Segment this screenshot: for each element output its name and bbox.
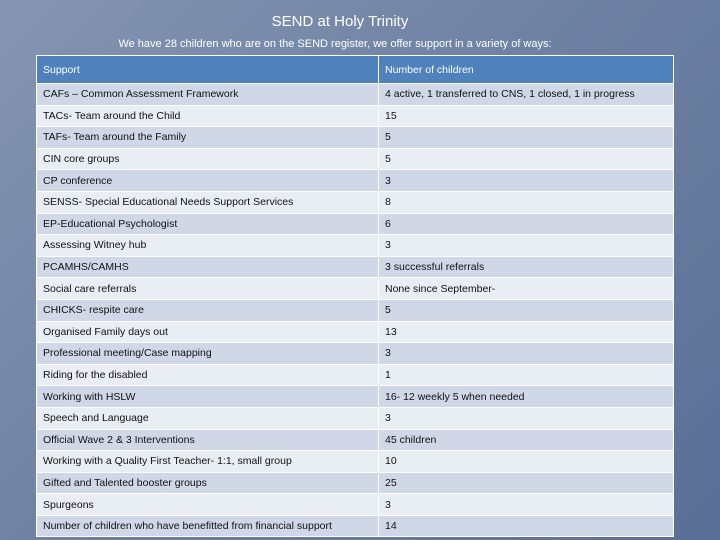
count-cell: 3 [379,170,674,192]
count-cell: 45 children [379,429,674,451]
count-cell: 3 [379,494,674,516]
table-row [37,170,674,192]
table-row [37,494,674,516]
count-cell: 13 [379,321,674,343]
count-cell: 5 [379,148,674,170]
support-cell: TAFs- Team around the Family [37,127,379,149]
support-cell: Assessing Witney hub [37,235,379,257]
table-row [37,84,674,106]
support-cell: Spurgeons [37,494,379,516]
support-cell: Working with a Quality First Teacher- 1:1, small group [37,451,379,473]
send-support-table [36,55,674,537]
support-cell: CIN core groups [37,148,379,170]
table-row [37,278,674,300]
table-row [37,515,674,537]
support-cell: Riding for the disabled [37,364,379,386]
count-cell: 5 [379,299,674,321]
count-cell: 5 [379,127,674,149]
count-cell: None since September- [379,278,674,300]
table-row [37,235,674,257]
header-number-of-children: Number of children [379,56,674,84]
support-cell: EP-Educational Psychologist [37,213,379,235]
page-title: SEND at Holy Trinity [271,13,409,30]
support-cell: Speech and Language [37,407,379,429]
support-cell: Social care referrals [37,278,379,300]
count-cell: 10 [379,451,674,473]
page-subtitle: We have 28 children who are on the SEND register, we offer support in a variety of ways: [118,38,552,50]
count-cell: 3 [379,235,674,257]
table-row [37,256,674,278]
support-cell: TACs- Team around the Child [37,105,379,127]
count-cell: 6 [379,213,674,235]
support-cell: CAFs – Common Assessment Framework [37,84,379,106]
support-cell: Organised Family days out [37,321,379,343]
count-cell: 25 [379,472,674,494]
count-cell: 8 [379,191,674,213]
count-cell: 16- 12 weekly 5 when needed [379,386,674,408]
table-row [37,127,674,149]
table-header-row [37,56,674,84]
count-cell: 1 [379,364,674,386]
support-cell: CHICKS- respite care [37,299,379,321]
support-cell: Gifted and Talented booster groups [37,472,379,494]
table-row [37,407,674,429]
support-cell: PCAMHS/CAMHS [37,256,379,278]
table-row [37,364,674,386]
table-row [37,321,674,343]
support-cell: CP conference [37,170,379,192]
table-row [37,386,674,408]
support-cell: Number of children who have benefitted from financial support [37,515,379,537]
table-row [37,429,674,451]
support-cell: Official Wave 2 & 3 Interventions [37,429,379,451]
table-row [37,105,674,127]
table-row [37,451,674,473]
table-row [37,343,674,365]
count-cell: 4 active, 1 transferred to CNS, 1 closed, 1 in progress [379,84,674,106]
table-row [37,213,674,235]
count-cell: 3 successful referrals [379,256,674,278]
support-cell: Working with HSLW [37,386,379,408]
support-cell: Professional meeting/Case mapping [37,343,379,365]
table-row [37,191,674,213]
count-cell: 15 [379,105,674,127]
table-row [37,472,674,494]
support-cell: SENSS- Special Educational Needs Support Services [37,191,379,213]
count-cell: 3 [379,407,674,429]
count-cell: 3 [379,343,674,365]
table-row [37,148,674,170]
count-cell: 14 [379,515,674,537]
header-support: Support [37,56,379,84]
table-row [37,299,674,321]
